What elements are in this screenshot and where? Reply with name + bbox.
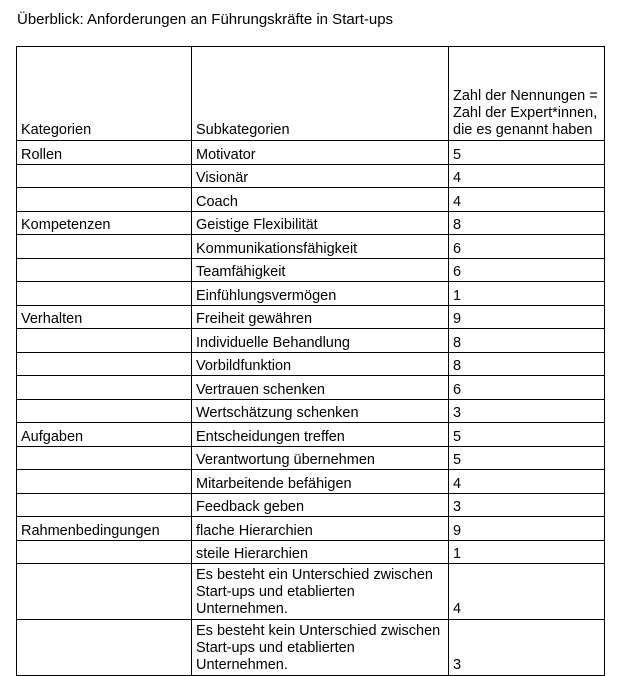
- count-cell: 5: [449, 423, 605, 447]
- subcategory-cell: Coach: [192, 188, 449, 212]
- count-cell: 1: [449, 282, 605, 306]
- category-cell: [17, 282, 192, 306]
- count-cell: 4: [449, 564, 605, 620]
- category-cell: [17, 540, 192, 564]
- count-cell: 6: [449, 258, 605, 282]
- header-subkategorien: Subkategorien: [192, 47, 449, 141]
- table-row: [17, 399, 605, 423]
- header-kategorien: Kategorien: [17, 47, 192, 141]
- category-cell: [17, 376, 192, 400]
- table-row: [17, 540, 605, 564]
- subcategory-cell: Individuelle Behandlung: [192, 329, 449, 353]
- subcategory-cell: Vorbildfunktion: [192, 352, 449, 376]
- requirements-table: [16, 46, 605, 676]
- subcategory-cell: Es besteht ein Unterschied zwischen Start-ups und etablierten Unternehmen.: [192, 564, 449, 620]
- subcategory-cell: Kommunikationsfähigkeit: [192, 235, 449, 259]
- category-cell: [17, 564, 192, 620]
- category-cell: Rollen: [17, 141, 192, 165]
- count-cell: 5: [449, 141, 605, 165]
- subcategory-cell: Mitarbeitende befähigen: [192, 470, 449, 494]
- subcategory-cell: Entscheidungen treffen: [192, 423, 449, 447]
- table-row: [17, 620, 605, 676]
- category-cell: Verhalten: [17, 305, 192, 329]
- category-cell: [17, 258, 192, 282]
- count-cell: 9: [449, 305, 605, 329]
- subcategory-cell: Feedback geben: [192, 493, 449, 517]
- subcategory-cell: Es besteht kein Unterschied zwischen Start-ups und etablierten Unternehmen.: [192, 620, 449, 676]
- subcategory-cell: flache Hierarchien: [192, 517, 449, 541]
- category-cell: [17, 164, 192, 188]
- table-header-row: [17, 47, 605, 141]
- subcategory-cell: Motivator: [192, 141, 449, 165]
- table-row: [17, 211, 605, 235]
- table-row: [17, 423, 605, 447]
- count-cell: 8: [449, 329, 605, 353]
- table-row: [17, 188, 605, 212]
- document-title: Überblick: Anforderungen an Führungskräfte in Start-ups: [17, 11, 394, 28]
- category-cell: [17, 620, 192, 676]
- count-cell: 4: [449, 164, 605, 188]
- category-cell: Kompetenzen: [17, 211, 192, 235]
- category-cell: [17, 493, 192, 517]
- table-row: [17, 352, 605, 376]
- table-row: [17, 282, 605, 306]
- subcategory-cell: Wertschätzung schenken: [192, 399, 449, 423]
- count-cell: 3: [449, 620, 605, 676]
- table-row: [17, 517, 605, 541]
- count-cell: 6: [449, 376, 605, 400]
- table-row: [17, 235, 605, 259]
- category-cell: [17, 352, 192, 376]
- category-cell: [17, 446, 192, 470]
- count-cell: 4: [449, 470, 605, 494]
- subcategory-cell: Verantwortung übernehmen: [192, 446, 449, 470]
- count-cell: 8: [449, 211, 605, 235]
- subcategory-cell: steile Hierarchien: [192, 540, 449, 564]
- table-row: [17, 305, 605, 329]
- table-row: [17, 141, 605, 165]
- count-cell: 9: [449, 517, 605, 541]
- table-row: [17, 493, 605, 517]
- category-cell: [17, 399, 192, 423]
- count-cell: 4: [449, 188, 605, 212]
- count-cell: 1: [449, 540, 605, 564]
- subcategory-cell: Einfühlungsvermögen: [192, 282, 449, 306]
- count-cell: 8: [449, 352, 605, 376]
- table-row: [17, 470, 605, 494]
- subcategory-cell: Freiheit gewähren: [192, 305, 449, 329]
- subcategory-cell: Teamfähigkeit: [192, 258, 449, 282]
- table-row: [17, 446, 605, 470]
- subcategory-cell: Geistige Flexibilität: [192, 211, 449, 235]
- category-cell: Rahmenbedingungen: [17, 517, 192, 541]
- count-cell: 3: [449, 399, 605, 423]
- table-row: [17, 164, 605, 188]
- subcategory-cell: Vertrauen schenken: [192, 376, 449, 400]
- table-row: [17, 564, 605, 620]
- table-row: [17, 329, 605, 353]
- count-cell: 3: [449, 493, 605, 517]
- table-row: [17, 376, 605, 400]
- header-zahl-der-nennungen: Zahl der Nennungen = Zahl der Expert*innen, die es genannt haben: [449, 47, 605, 141]
- category-cell: Aufgaben: [17, 423, 192, 447]
- category-cell: [17, 329, 192, 353]
- count-cell: 5: [449, 446, 605, 470]
- category-cell: [17, 235, 192, 259]
- subcategory-cell: Visionär: [192, 164, 449, 188]
- count-cell: 6: [449, 235, 605, 259]
- table-row: [17, 258, 605, 282]
- category-cell: [17, 188, 192, 212]
- category-cell: [17, 470, 192, 494]
